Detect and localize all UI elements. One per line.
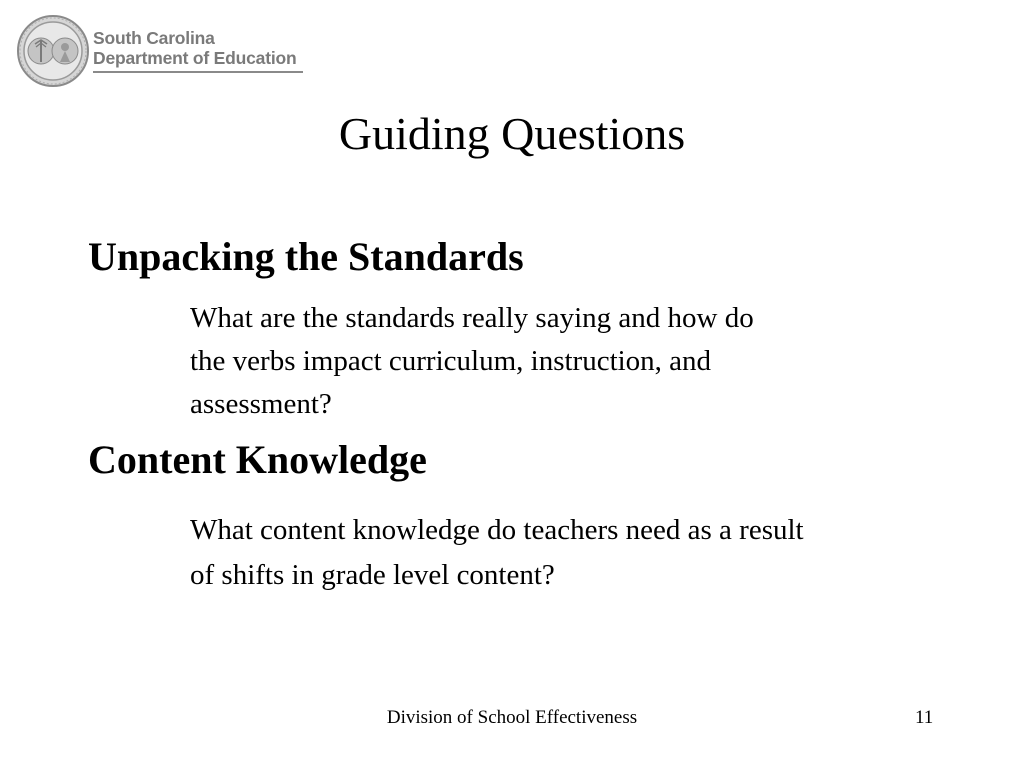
body-line: of shifts in grade level content? [190, 559, 555, 591]
section-body-unpacking-standards [190, 297, 950, 426]
section-heading-content-knowledge: Content Knowledge [88, 437, 427, 482]
body-line: the verbs impact curriculum, instruction, and [190, 345, 712, 377]
footer-text: Division of School Effectiveness [386, 707, 638, 728]
org-name-line-2: Department of Education [93, 48, 297, 68]
body-line: What content knowledge do teachers need as a result [190, 514, 804, 546]
section-body-content-knowledge [190, 508, 950, 598]
logo-underline [93, 71, 303, 73]
section-heading-unpacking-standards: Unpacking the Standards [88, 234, 524, 279]
org-name-line-1: South Carolina [93, 28, 215, 48]
body-line: What are the standards really saying and how do [190, 302, 754, 334]
page-number: 11 [915, 707, 934, 728]
sc-department-of-education-logo [14, 14, 314, 88]
organization-name [93, 28, 296, 68]
slide-title: Guiding Questions [338, 108, 686, 159]
body-line: assessment? [190, 388, 332, 420]
state-seal-icon [16, 14, 90, 88]
